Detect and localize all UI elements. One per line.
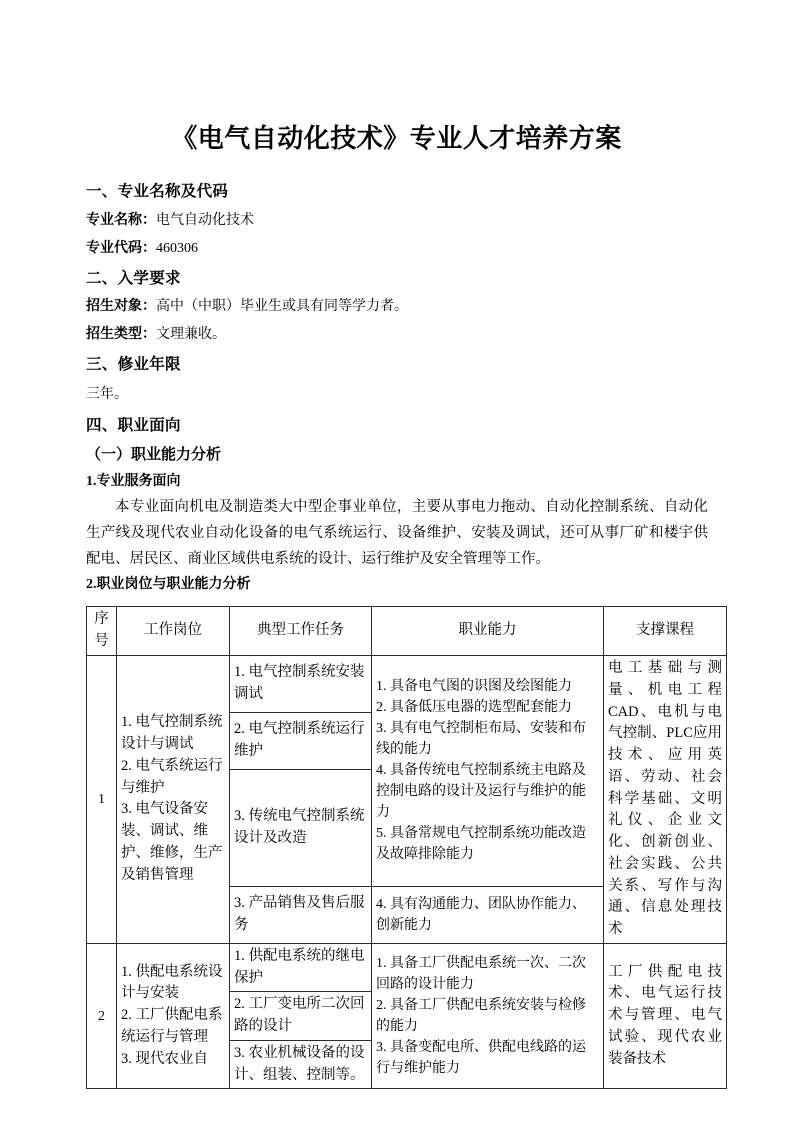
row-seq: 2: [87, 943, 117, 1089]
header-task: 典型工作任务: [230, 607, 372, 656]
ability-line: 5. 具备常规电气控制系统功能改造及故障排除能力: [376, 826, 586, 863]
row-post: [117, 943, 230, 1089]
duration-value: 三年。: [86, 386, 128, 402]
row-post: [117, 656, 230, 944]
document-body: [86, 176, 708, 595]
major-name-value: 电气自动化技术: [156, 212, 254, 228]
major-code-value: 460306: [156, 240, 198, 256]
header-ability: 职业能力: [372, 607, 604, 656]
row-task: 3. 产品销售及售后服务: [230, 886, 372, 943]
table-row: [87, 656, 727, 713]
ability-line: 2. 具备低压电器的选型配套能力: [376, 700, 572, 716]
ability-line: 1. 具备电气图的识图及绘图能力: [376, 679, 572, 695]
row-ability: [372, 656, 604, 887]
post-line: 3. 现代农业自: [121, 1050, 208, 1067]
row-course: 工厂供配电技术、电气运行技术与管理、电气试验、现代农业装备技术: [604, 943, 727, 1089]
row-course: 电工基础与测量、机电工程 CAD、电机与电气控制、PLC应用技术、应用英语、劳动、社会科学基础、文明礼仪、企业文化、创新创业、社会实践、公共关系、写作与沟通、信息处理技术: [604, 656, 727, 944]
admission-target-label: 招生对象：: [86, 299, 156, 314]
admission-type-value: 文理兼收。: [156, 327, 226, 342]
major-name-label: 专业名称：: [86, 212, 156, 228]
row-task: 1. 供配电系统的继电保护: [230, 943, 372, 992]
post-line: 1. 电气控制系统设计与调试: [121, 714, 223, 753]
row-task: 1. 电气控制系统安装调试: [230, 656, 372, 713]
ability-line: 4. 具备传统电气控制系统主电路及控制电路的设计及运行与维护的能力: [376, 763, 586, 821]
section-heading-4: 四、职业面向: [86, 416, 181, 434]
subsection-heading-4-1-2: 2.职业岗位与职业能力分析: [86, 577, 251, 593]
row-seq: 1: [87, 656, 117, 944]
major-name-row: [86, 207, 708, 235]
table-header-row: [87, 607, 727, 656]
admission-type-label: 招生类型：: [86, 327, 156, 342]
row-task: 2. 电气控制系统运行维护: [230, 712, 372, 769]
subsection-heading-4-1: （一）职业能力分析: [86, 447, 222, 463]
major-code-row: [86, 235, 708, 263]
row-task: 3. 传统电气控制系统设计及改造: [230, 769, 372, 886]
post-line: 2. 电气系统运行与维护: [121, 757, 223, 796]
subsection-heading-4-1-1: 1.专业服务面向: [86, 474, 181, 489]
major-code-label: 专业代码：: [86, 240, 156, 256]
table-row: [87, 943, 727, 992]
section-heading-2: 二、入学要求: [86, 269, 181, 287]
admission-target-row: [86, 293, 708, 321]
admission-type-row: [86, 321, 708, 349]
page-title: 《电气自动化技术》专业人才培养方案: [171, 124, 622, 153]
row-task: 2. 工厂变电所二次回路的设计: [230, 992, 372, 1041]
post-line: 2. 工厂供配电系统运行与管理: [121, 1007, 223, 1045]
post-line: 1. 供配电系统设计与安装: [121, 963, 223, 1002]
ability-line: 1. 具备工厂供配电系统一次、二次回路的设计能力: [376, 956, 586, 992]
section-heading-1: 一、专业名称及代码: [86, 183, 229, 200]
ability-line: 3. 具备变配电所、供配电线路的运行与维护能力: [376, 1040, 586, 1076]
header-seq: 序号: [87, 607, 117, 656]
header-course: 支撑课程: [604, 607, 727, 656]
header-post: 工作岗位: [117, 607, 230, 656]
section-heading-3: 三、修业年限: [86, 356, 181, 373]
row-ability: [372, 886, 604, 943]
row-task: 3. 农业机械设备的设计、组装、控制等。: [230, 1040, 372, 1089]
admission-target-value: 高中（中职）毕业生或具有同等学力者。: [156, 299, 408, 314]
ability-line: 2. 具备工厂供配电系统安装与检修的能力: [376, 998, 586, 1034]
ability-line: 3. 具有电气控制柜布局、安装和布线的能力: [376, 721, 586, 758]
ability-line: 4. 具有沟通能力、团队协作能力、创新能力: [376, 896, 586, 933]
row-ability: [372, 943, 604, 1089]
post-line: 3. 电气设备安装、调试、维护、维修，生产及销售管理: [121, 801, 223, 883]
job-ability-table: [86, 606, 727, 1089]
service-paragraph: 本专业面向机电及制造类大中型企事业单位，主要从事电力拖动、自动化控制系统、自动化生产线及现代农业自动化设备的电气系统运行、设备维护、安装及调试，还可从事厂矿和楼宇供配电、居民区、商业区域供电系统的设计、运行维护及安全管理等工作。: [86, 499, 708, 567]
